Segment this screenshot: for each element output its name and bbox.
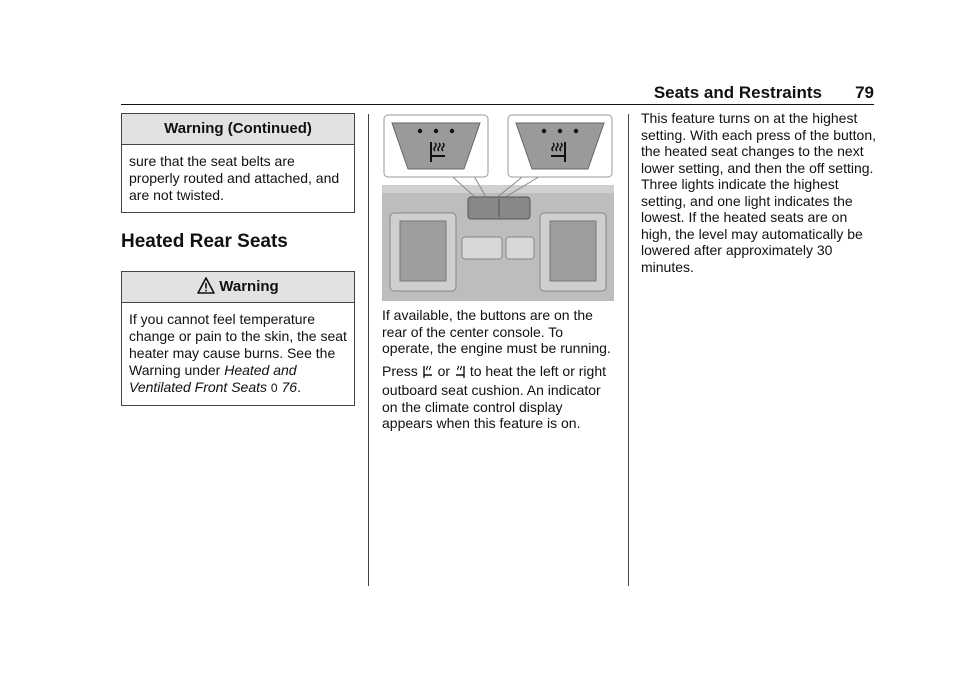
warning-continued-box (121, 113, 355, 213)
center-console-figure (382, 113, 614, 301)
warning-reference-page[interactable]: 76 (281, 379, 298, 395)
warning-body-text: If you cannot feel temperature change or pain to the skin, the seat heater may cause burns. See the Warning under (129, 311, 347, 378)
press-word: Press (382, 362, 418, 379)
column-middle (382, 113, 614, 438)
warning-body (122, 303, 354, 405)
console-buttons-paragraph: If available, the buttons are on the rear of the center console. To operate, the engine must be running. (382, 307, 611, 356)
section-title: Heated Rear Seats (121, 231, 288, 252)
warning-header (122, 272, 354, 303)
heated-seat-right-icon (454, 365, 466, 383)
header-section-title: Seats and Restraints (653, 83, 822, 102)
warning-title: Warning (219, 278, 279, 295)
warning-triangle-icon (197, 275, 215, 305)
column-left (121, 113, 355, 406)
heated-seat-left-callout-icon (426, 139, 450, 170)
reference-arrow-icon: 0 (270, 381, 278, 395)
warning-continued-body: sure that the seat belts are properly routed and attached, and are not twisted. (129, 153, 340, 203)
warning-reference-link[interactable]: Heated and Ventilated Front Seats (129, 362, 297, 395)
feature-settings-paragraph: This feature turns on at the highest setting. With each press of the button, the heated seat changes to the next lower setting, and then the off setting. Three lights indicate the highest setting, and one light indicates the lowest. If the heated seats are on high, the level may automatically be lowered after approximately 30 minutes. (641, 110, 877, 275)
warning-continued-title: Warning (Continued) (122, 114, 354, 145)
warning-box (121, 271, 355, 406)
heated-seat-left-icon (422, 365, 434, 383)
heat-instructions-text: to heat the left or right outboard seat cushion. An indicator on the climate control display appears when this feature is on. (382, 362, 607, 431)
heated-seat-right-callout-icon (546, 139, 570, 170)
heat-instructions-paragraph (382, 363, 614, 432)
page-header (121, 80, 874, 105)
or-word: or (437, 362, 451, 379)
column-divider-2 (628, 114, 629, 586)
warning-reference-suffix: . (297, 379, 301, 395)
column-divider-1 (368, 114, 369, 586)
column-right (641, 110, 877, 281)
page-number: 79 (855, 83, 874, 102)
